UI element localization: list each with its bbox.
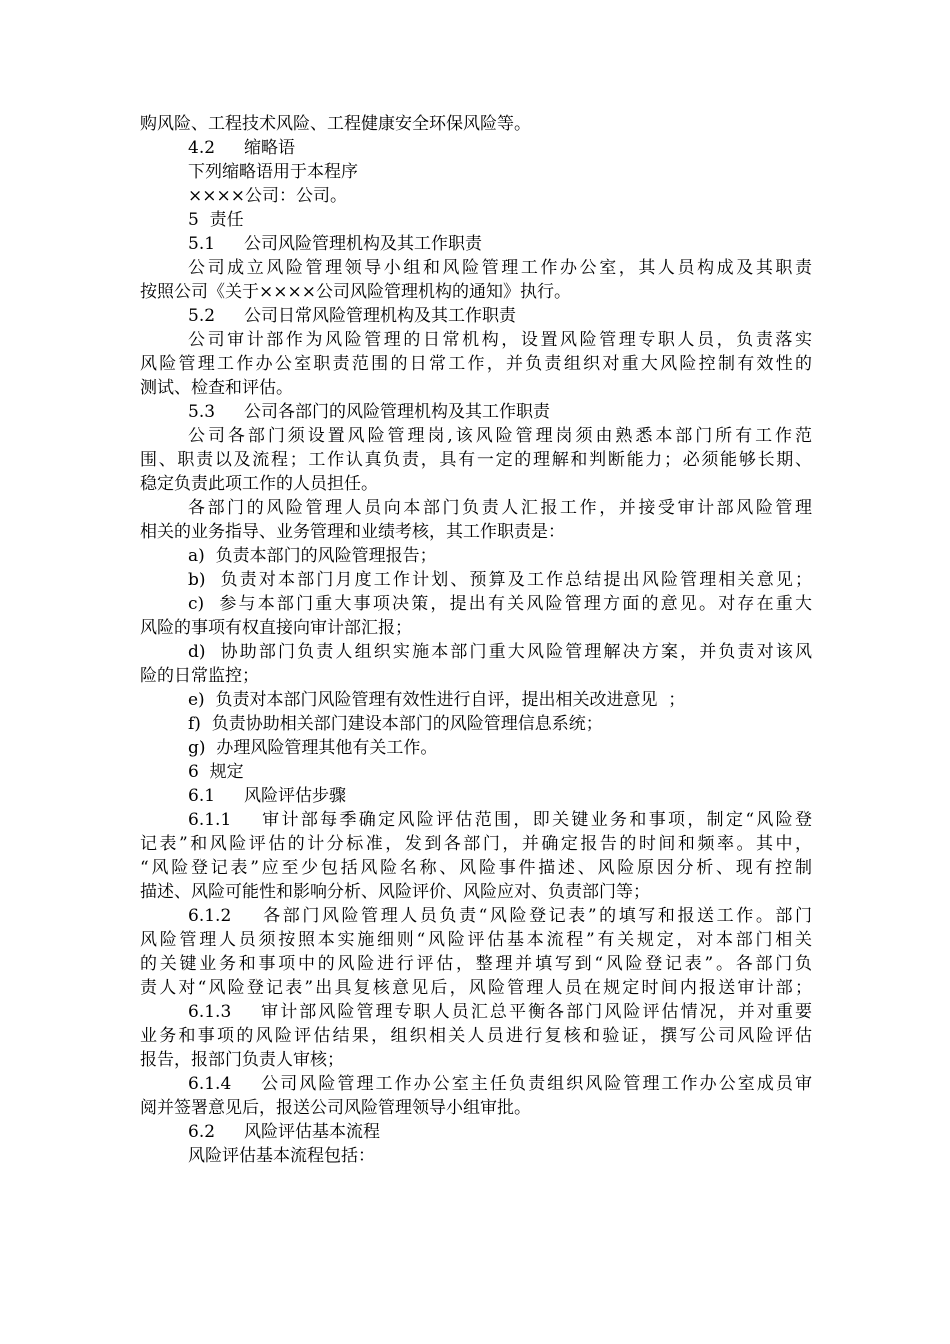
line-text: 记表”和风险评估的计分标准，发到各部门，并确定报告的时间和频率。其中， bbox=[140, 834, 812, 854]
line-text: 公司成立风险管理领导小组和风险管理工作办公室，其人员构成及其职责 bbox=[188, 258, 812, 278]
text-line bbox=[140, 232, 812, 256]
text-line bbox=[140, 256, 812, 280]
text-line bbox=[140, 592, 812, 616]
text-line bbox=[140, 808, 812, 832]
line-text: 5 责任 bbox=[188, 210, 244, 230]
text-line bbox=[140, 760, 812, 784]
line-text: b) 负责对本部门月度工作计划、预算及工作总结提出风险管理相关意见； bbox=[188, 570, 812, 590]
text-line bbox=[140, 496, 812, 520]
line-text: “风险登记表”应至少包括风险名称、风险事件描述、风险原因分析、现有控制 bbox=[140, 858, 812, 878]
text-line bbox=[140, 712, 812, 736]
line-text: f) 负责协助相关部门建设本部门的风险管理信息系统； bbox=[188, 714, 603, 734]
line-text: a) 负责本部门的风险管理报告； bbox=[188, 546, 437, 566]
line-text: 风险管理人员须按照本实施细则“风险评估基本流程”有关规定，对本部门相关 bbox=[140, 930, 812, 950]
line-text: 描述、风险可能性和影响分析、风险评价、风险应对、负责部门等； bbox=[140, 882, 650, 902]
line-text: 购风险、工程技术风险、工程健康安全环保风险等。 bbox=[140, 114, 531, 134]
line-text: 按照公司《关于××××公司风险管理机构的通知》执行。 bbox=[140, 282, 571, 302]
text-line bbox=[140, 448, 812, 472]
text-line bbox=[140, 472, 812, 496]
line-text: 6 规定 bbox=[188, 762, 244, 782]
line-text: 6.1.2 各部门风险管理人员负责“风险登记表”的填写和报送工作。部门 bbox=[188, 906, 812, 926]
text-line bbox=[140, 1096, 812, 1120]
text-line bbox=[140, 352, 812, 376]
line-text: 围、职责以及流程；工作认真负责，具有一定的理解和判断能力；必须能够长期、 bbox=[140, 450, 812, 470]
line-text: 的关键业务和事项中的风险进行评估，整理并填写到“风险登记表”。各部门负 bbox=[140, 954, 812, 974]
line-text: c) 参与本部门重大事项决策，提出有关风险管理方面的意见。对存在重大 bbox=[188, 594, 812, 614]
line-text: d) 协助部门负责人组织实施本部门重大风险管理解决方案，并负责对该风 bbox=[188, 642, 812, 662]
line-text: 下列缩略语用于本程序 bbox=[188, 162, 358, 182]
text-line bbox=[140, 280, 812, 304]
text-line bbox=[140, 904, 812, 928]
line-text: 缩略语 bbox=[244, 138, 295, 158]
line-text: 公司审计部作为风险管理的日常机构，设置风险管理专职人员，负责落实 bbox=[188, 330, 812, 350]
line-text: 风险评估基本流程包括： bbox=[188, 1146, 375, 1166]
text-line bbox=[140, 928, 812, 952]
line-text: 6.1.1 审计部每季确定风险评估范围，即关键业务和事项，制定“风险登 bbox=[188, 810, 812, 830]
text-line bbox=[140, 616, 812, 640]
line-text: 报告，报部门负责人审核； bbox=[140, 1050, 344, 1070]
text-line bbox=[140, 520, 812, 544]
text-line bbox=[140, 376, 812, 400]
section-number: 6.1 bbox=[188, 786, 216, 806]
line-text: 公司各部门的风险管理机构及其工作职责 bbox=[244, 402, 550, 422]
line-text: 6.1.4 公司风险管理工作办公室主任负责组织风险管理工作办公室成员审 bbox=[188, 1074, 812, 1094]
line-text: 公司各部门须设置风险管理岗,该风险管理岗须由熟悉本部门所有工作范 bbox=[188, 426, 812, 446]
line-text: 阅并签署意见后，报送公司风险管理领导小组审批。 bbox=[140, 1098, 531, 1118]
section-number: 5.1 bbox=[188, 234, 216, 254]
text-line bbox=[140, 736, 812, 760]
line-text: 风险评估基本流程 bbox=[244, 1122, 380, 1142]
text-line bbox=[140, 640, 812, 664]
text-line bbox=[140, 832, 812, 856]
line-text: ××××公司：公司。 bbox=[188, 186, 347, 206]
text-line bbox=[140, 400, 812, 424]
text-line bbox=[140, 784, 812, 808]
line-text: 风险评估步骤 bbox=[244, 786, 346, 806]
text-line bbox=[140, 1120, 812, 1144]
line-text: 相关的业务指导、业务管理和业绩考核，其工作职责是： bbox=[140, 522, 565, 542]
line-text: 责人对“风险登记表”出具复核意见后，风险管理人员在规定时间内报送审计部； bbox=[140, 978, 812, 998]
text-line bbox=[140, 184, 812, 208]
text-line bbox=[140, 544, 812, 568]
section-number: 6.2 bbox=[188, 1122, 216, 1142]
text-line bbox=[140, 1048, 812, 1072]
document-body bbox=[140, 112, 812, 1168]
text-line bbox=[140, 304, 812, 328]
text-line bbox=[140, 1024, 812, 1048]
line-text: 风险的事项有权直接向审计部汇报； bbox=[140, 618, 412, 638]
text-line bbox=[140, 328, 812, 352]
line-text: 稳定负责此项工作的人员担任。 bbox=[140, 474, 378, 494]
line-text: 业务和事项的风险评估结果，组织相关人员进行复核和验证，撰写公司风险评估 bbox=[140, 1026, 812, 1046]
line-text: g) 办理风险管理其他有关工作。 bbox=[188, 738, 438, 758]
text-line bbox=[140, 664, 812, 688]
line-text: 6.1.3 审计部风险管理专职人员汇总平衡各部门风险评估情况，并对重要 bbox=[188, 1002, 812, 1022]
text-line bbox=[140, 856, 812, 880]
text-line bbox=[140, 424, 812, 448]
line-text: e) 负责对本部门风险管理有效性进行自评，提出相关改进意见 ； bbox=[188, 690, 686, 710]
text-line bbox=[140, 952, 812, 976]
text-line bbox=[140, 1072, 812, 1096]
text-line bbox=[140, 208, 812, 232]
line-text: 公司风险管理机构及其工作职责 bbox=[244, 234, 482, 254]
text-line bbox=[140, 136, 812, 160]
text-line bbox=[140, 160, 812, 184]
text-line bbox=[140, 568, 812, 592]
line-text: 测试、检查和评估。 bbox=[140, 378, 293, 398]
text-line bbox=[140, 880, 812, 904]
text-line bbox=[140, 112, 812, 136]
text-line bbox=[140, 976, 812, 1000]
text-line bbox=[140, 1144, 812, 1168]
text-line bbox=[140, 688, 812, 712]
section-number: 5.3 bbox=[188, 402, 216, 422]
text-line bbox=[140, 1000, 812, 1024]
line-text: 各部门的风险管理人员向本部门负责人汇报工作，并接受审计部风险管理 bbox=[188, 498, 812, 518]
section-number: 5.2 bbox=[188, 306, 216, 326]
section-number: 4.2 bbox=[188, 138, 216, 158]
line-text: 险的日常监控； bbox=[140, 666, 259, 686]
line-text: 风险管理工作办公室职责范围的日常工作，并负责组织对重大风险控制有效性的 bbox=[140, 354, 812, 374]
line-text: 公司日常风险管理机构及其工作职责 bbox=[244, 306, 516, 326]
